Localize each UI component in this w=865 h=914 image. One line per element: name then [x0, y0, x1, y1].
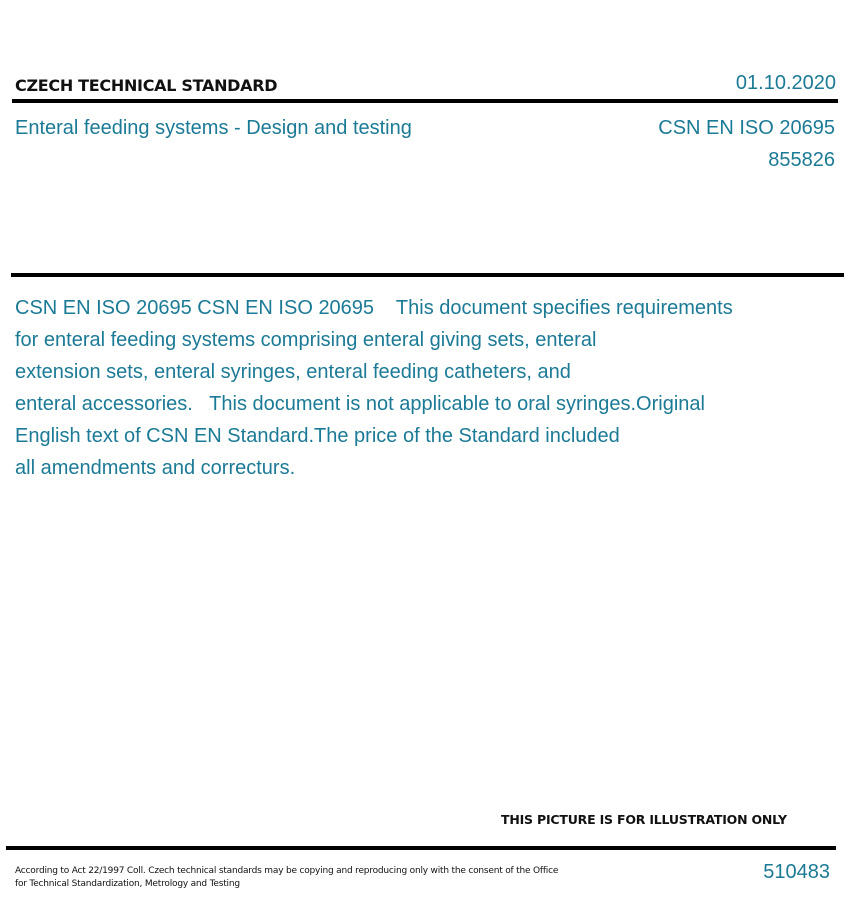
copyright-line: for Technical Standardization, Metrology and Testing — [15, 879, 240, 889]
standard-description — [15, 292, 815, 484]
standard-code: CSN EN ISO 20695 — [658, 117, 835, 139]
header-divider — [12, 99, 838, 103]
description-line: for enteral feeding systems comprising enteral giving sets, enteral — [15, 329, 597, 351]
copyright-notice — [15, 865, 558, 891]
title-divider — [11, 273, 844, 277]
description-line: enteral accessories. This document is not applicable to oral syringes.Original — [15, 393, 705, 415]
description-line: CSN EN ISO 20695 CSN EN ISO 20695 This document specifies requirements — [15, 297, 733, 319]
illustration-notice: THIS PICTURE IS FOR ILLUSTRATION ONLY — [501, 812, 787, 827]
standard-title: Enteral feeding systems - Design and testing — [15, 117, 412, 139]
footer-product-code: 510483 — [763, 861, 830, 883]
catalog-number: 855826 — [768, 149, 835, 171]
description-line: extension sets, enteral syringes, enteral feeding catheters, and — [15, 361, 571, 383]
copyright-line: According to Act 22/1997 Coll. Czech technical standards may be copying and reproducing only with the consent of the Office — [15, 866, 559, 876]
publication-date: 01.10.2020 — [735, 72, 836, 94]
description-line: all amendments and correcturs. — [15, 457, 296, 479]
footer-divider — [6, 846, 836, 850]
document-heading: CZECH TECHNICAL STANDARD — [15, 76, 278, 95]
description-line: English text of CSN EN Standard.The price of the Standard included — [15, 425, 620, 447]
